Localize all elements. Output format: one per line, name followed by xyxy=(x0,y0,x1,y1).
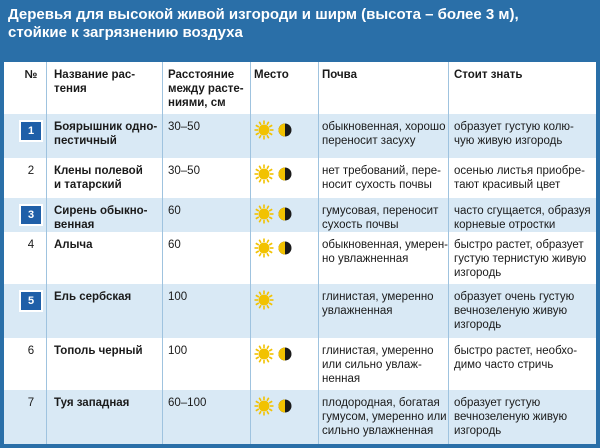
plant-note-line: быстро растет, образует xyxy=(454,239,584,251)
plant-note xyxy=(454,290,594,332)
plant-note-line: чую живую изгородь xyxy=(454,135,563,147)
plant-soil-line: плодородная, богатая xyxy=(322,397,440,409)
plant-name xyxy=(54,290,164,304)
plant-soil-line: или сильно увлаж- xyxy=(322,359,422,371)
plant-place xyxy=(254,238,324,258)
plant-soil xyxy=(322,290,448,318)
plant-place xyxy=(254,396,324,416)
plant-soil xyxy=(322,164,448,192)
plant-soil xyxy=(322,396,448,438)
plant-distance: 60 xyxy=(168,205,181,217)
plant-note-line: корневые отростки xyxy=(454,219,556,231)
row-number-badge: 1 xyxy=(19,120,43,142)
plant-soil-line: глинистая, умеренно xyxy=(322,345,434,357)
row-number xyxy=(18,396,44,410)
row-number-text: 6 xyxy=(27,345,35,357)
plant-distance: 60 xyxy=(168,239,181,251)
plant-soil-line: обыкновенная, умерен- xyxy=(322,239,449,251)
row-number xyxy=(18,204,44,226)
plant-distance: 100 xyxy=(168,291,188,303)
plant-name-line: Туя западная xyxy=(54,397,130,409)
row-number-badge: 5 xyxy=(19,290,43,312)
plant-name-line: Алыча xyxy=(54,239,93,251)
table-row xyxy=(4,158,596,198)
row-number xyxy=(18,164,44,178)
table-row xyxy=(4,198,596,232)
title-line-1: Деревья для высокой живой изгороди и ширм (высота – более 3 м), xyxy=(8,6,519,23)
plant-name-line: Боярышник одно- xyxy=(54,121,158,133)
header-place: Место xyxy=(254,69,289,81)
plant-soil-line: гумусовая, переносит xyxy=(322,205,439,217)
table-row xyxy=(4,232,596,284)
plant-name-line: Ель сербская xyxy=(54,291,132,303)
half-sun-icon xyxy=(277,346,293,362)
plant-name xyxy=(54,344,164,358)
title-line-2: стойкие к загрязнению воздуха xyxy=(8,24,243,41)
plant-soil-line: увлажненная xyxy=(322,305,393,317)
row-number xyxy=(18,120,44,142)
plant-note xyxy=(454,396,594,438)
table-row xyxy=(4,390,596,444)
plant-name xyxy=(54,164,164,192)
table-row xyxy=(4,284,596,338)
plant-note-line: образует густую xyxy=(454,397,541,409)
header-num: № xyxy=(24,69,38,81)
row-number xyxy=(18,290,44,312)
plant-soil-line: сухость почвы xyxy=(322,219,399,231)
plant-name-line: пестичный xyxy=(54,135,117,147)
row-number-badge: 3 xyxy=(19,204,43,226)
header-name-line-2: тения xyxy=(54,83,87,95)
column-divider xyxy=(250,62,251,444)
plant-soil-line: носит сухость почвы xyxy=(322,179,432,191)
plant-soil-line: переносит засуху xyxy=(322,135,416,147)
plant-name-line: венная xyxy=(54,219,95,231)
header-distance-line-2: между расте- xyxy=(168,83,244,95)
sun-icon xyxy=(254,238,274,258)
plant-place xyxy=(254,164,324,184)
header-distance-line-1: Расстояние xyxy=(168,69,235,81)
plant-note-line: димо часто стричь xyxy=(454,359,554,371)
plant-soil xyxy=(322,238,448,266)
plant-distance: 100 xyxy=(168,345,188,357)
plant-note xyxy=(454,344,594,372)
column-divider xyxy=(448,62,449,444)
plant-name-line: Тополь черный xyxy=(54,345,143,357)
plant-note xyxy=(454,120,594,148)
sun-icon xyxy=(254,344,274,364)
header-note: Стоит знать xyxy=(454,69,523,81)
sun-icon xyxy=(254,164,274,184)
row-number-text: 2 xyxy=(27,165,35,177)
header-distance xyxy=(168,68,254,110)
table-row xyxy=(4,338,596,390)
plant-distance: 60–100 xyxy=(168,397,207,409)
plant-soil-line: обыкновенная, хорошо xyxy=(322,121,446,133)
plant-place xyxy=(254,344,324,364)
plant-soil-line: сильно увлажненная xyxy=(322,425,434,437)
plant-note-line: образует очень густую xyxy=(454,291,575,303)
sun-icon xyxy=(254,396,274,416)
header-soil: Почва xyxy=(322,69,357,81)
table xyxy=(4,62,596,444)
plant-distance: 30–50 xyxy=(168,121,200,133)
page-title xyxy=(8,6,596,42)
table-header xyxy=(4,62,596,114)
sun-icon xyxy=(254,204,274,224)
sun-icon xyxy=(254,290,274,310)
plant-name xyxy=(54,204,164,232)
plant-name xyxy=(54,120,164,148)
plant-note-line: изгородь xyxy=(454,267,502,279)
plant-note-line: образует густую колю- xyxy=(454,121,574,133)
plant-name-line: и татарский xyxy=(54,179,122,191)
table-row xyxy=(4,114,596,158)
sun-icon xyxy=(254,120,274,140)
half-sun-icon xyxy=(277,122,293,138)
half-sun-icon xyxy=(277,166,293,182)
half-sun-icon xyxy=(277,206,293,222)
plant-soil-line: нет требований, пере- xyxy=(322,165,441,177)
plant-note xyxy=(454,204,594,232)
plant-soil-line: ненная xyxy=(322,373,361,385)
column-divider xyxy=(46,62,47,444)
plant-note-line: вечнозеленую живую xyxy=(454,305,568,317)
half-sun-icon xyxy=(277,398,293,414)
plant-note-line: быстро растет, необхо- xyxy=(454,345,578,357)
header-name xyxy=(54,68,164,96)
half-sun-icon xyxy=(277,240,293,256)
plant-name-line: Сирень обыкно- xyxy=(54,205,148,217)
plant-place xyxy=(254,204,324,224)
plant-note-line: изгородь xyxy=(454,425,502,437)
plant-note xyxy=(454,164,594,192)
column-divider xyxy=(162,62,163,444)
plant-name xyxy=(54,238,164,252)
row-number-text: 7 xyxy=(27,397,35,409)
plant-place xyxy=(254,290,324,310)
plant-soil-line: глинистая, умеренно xyxy=(322,291,434,303)
header-name-line-1: Название рас- xyxy=(54,69,136,81)
column-divider xyxy=(318,62,319,444)
header-distance-line-3: ниями, см xyxy=(168,97,226,109)
plant-soil-line: но увлажненная xyxy=(322,253,409,265)
plant-soil xyxy=(322,204,448,232)
plant-distance: 30–50 xyxy=(168,165,200,177)
plant-note-line: вечнозеленую живую xyxy=(454,411,568,423)
row-number-text: 4 xyxy=(27,239,35,251)
plant-soil xyxy=(322,120,448,148)
row-number xyxy=(18,238,44,252)
plant-note-line: часто сгущается, образуя xyxy=(454,205,591,217)
plant-name xyxy=(54,396,164,410)
plant-note xyxy=(454,238,594,280)
plant-place xyxy=(254,120,324,140)
plant-soil xyxy=(322,344,448,386)
plant-note-line: густую тернистую живую xyxy=(454,253,587,265)
row-number xyxy=(18,344,44,358)
plant-note-line: осенью листья приобре- xyxy=(454,165,585,177)
plant-name-line: Клены полевой xyxy=(54,165,143,177)
plant-soil-line: гумусом, умеренно или xyxy=(322,411,447,423)
plant-note-line: тают красивый цвет xyxy=(454,179,561,191)
plant-note-line: изгородь xyxy=(454,319,502,331)
